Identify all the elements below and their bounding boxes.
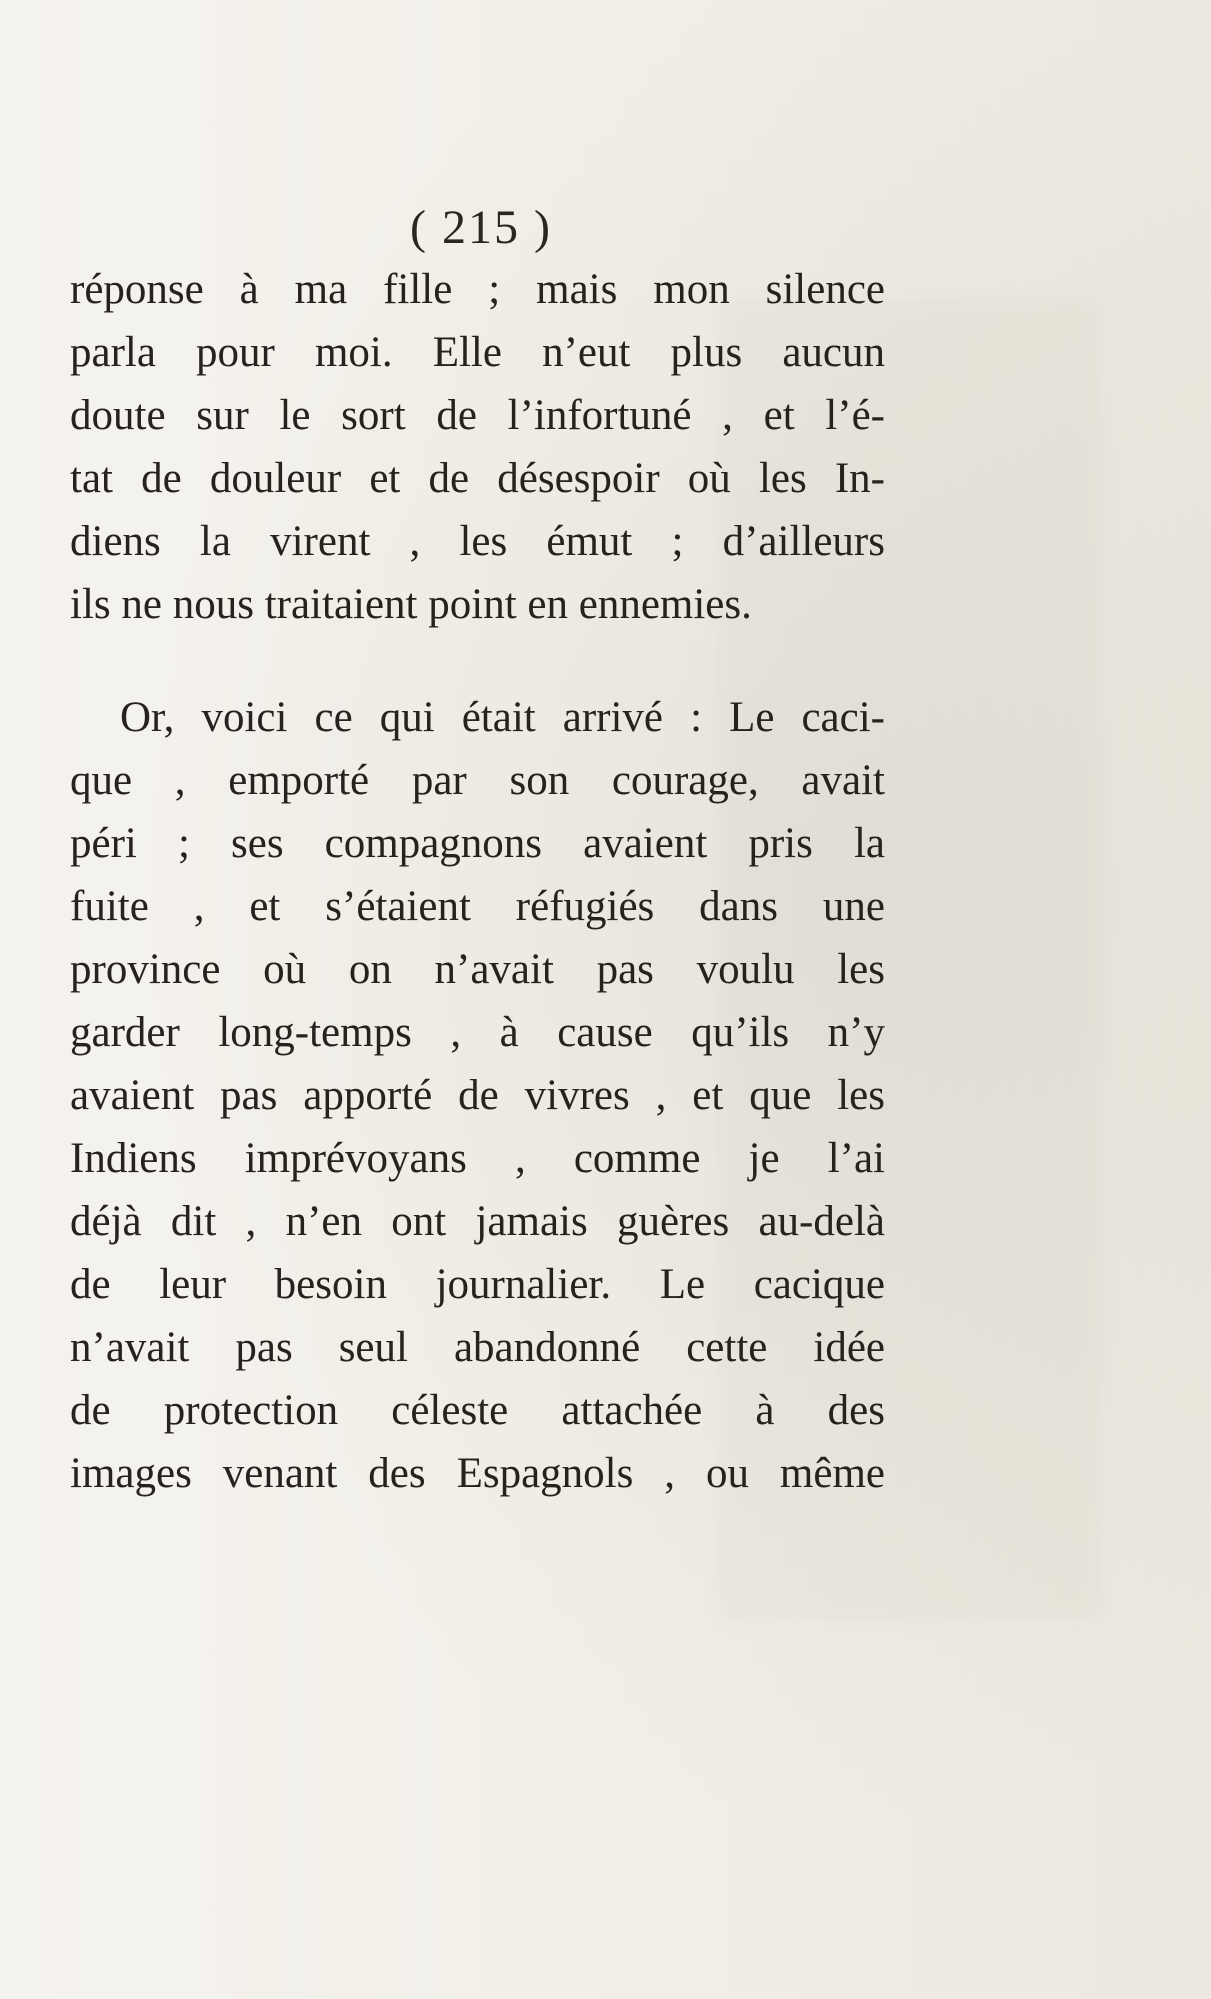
text-line: avaient pas apporté de vivres , et que les bbox=[70, 1072, 885, 1119]
text-line: de leur besoin journalier. Le cacique bbox=[70, 1261, 885, 1308]
text-line: que , emporté par son courage, avait bbox=[70, 757, 885, 804]
text-line: doute sur le sort de l’infortuné , et l’é- bbox=[70, 392, 885, 439]
text-line: péri ; ses compagnons avaient pris la bbox=[70, 820, 885, 867]
paragraph bbox=[70, 258, 885, 636]
text-line: parla pour moi. Elle n’eut plus aucun bbox=[70, 329, 885, 376]
body-text bbox=[70, 258, 885, 1505]
text-line: Or, voici ce qui était arrivé : Le caci- bbox=[120, 694, 885, 741]
page-number: ( 215 ) bbox=[410, 201, 552, 254]
paragraph-gap bbox=[70, 636, 885, 686]
text-line: réponse à ma fille ; mais mon silence bbox=[70, 266, 885, 313]
text-line: déjà dit , n’en ont jamais guères au-delà bbox=[70, 1198, 885, 1245]
text-line: fuite , et s’étaient réfugiés dans une bbox=[70, 883, 885, 930]
text-line: images venant des Espagnols , ou même bbox=[70, 1450, 885, 1497]
text-line: n’avait pas seul abandonné cette idée bbox=[70, 1324, 885, 1371]
paragraph bbox=[70, 686, 885, 1505]
text-line: province où on n’avait pas voulu les bbox=[70, 946, 885, 993]
text-line: tat de douleur et de désespoir où les In- bbox=[70, 455, 885, 502]
text-line: Indiens imprévoyans , comme je l’ai bbox=[70, 1135, 885, 1182]
text-line: diens la virent , les émut ; d’ailleurs bbox=[70, 518, 885, 565]
text-line: de protection céleste attachée à des bbox=[70, 1387, 885, 1434]
text-line: ils ne nous traitaient point en ennemies. bbox=[70, 581, 752, 628]
text-line: garder long-temps , à cause qu’ils n’y bbox=[70, 1009, 885, 1056]
